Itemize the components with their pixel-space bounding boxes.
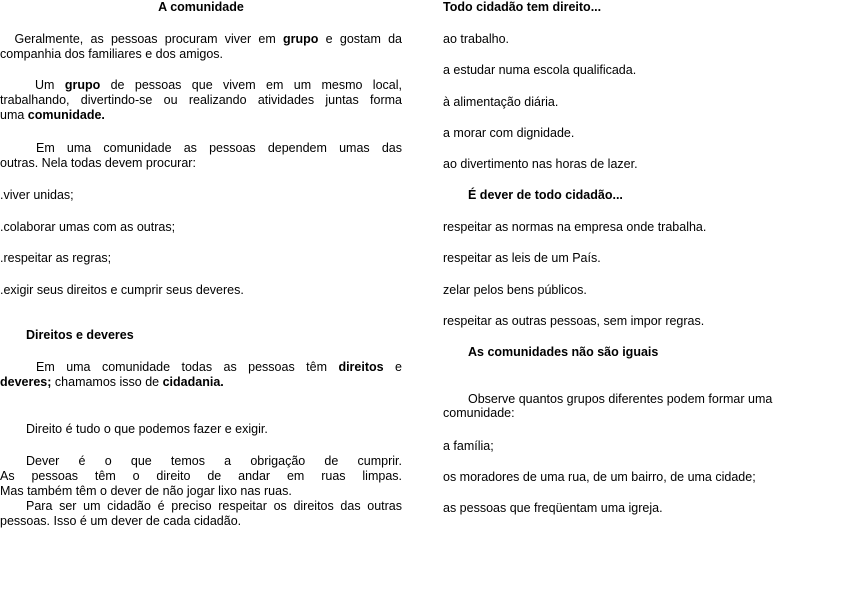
line: Geralmente, as pessoas procuram viver em grupo e gostam da bbox=[0, 32, 403, 46]
paragraph-observe: Observe quantos grupos diferentes podem formar uma bbox=[468, 392, 773, 406]
list-item: .exigir seus direitos e cumprir seus deveres. bbox=[0, 283, 244, 297]
paragraph-direito: Direito é tudo o que podemos fazer e exigir. bbox=[26, 422, 268, 436]
title-a-comunidade: A comunidade bbox=[158, 0, 244, 14]
list-item: .viver unidas; bbox=[0, 188, 74, 202]
duty-item: respeitar as normas na empresa onde trabalha. bbox=[443, 220, 707, 234]
line: Dever é o que temos a obrigação de cumprir. bbox=[26, 454, 402, 468]
paragraph-dever bbox=[0, 454, 402, 529]
duty-item: respeitar as leis de um País. bbox=[443, 251, 601, 265]
title-comunidades: As comunidades não são iguais bbox=[468, 345, 659, 359]
right-item: a estudar numa escola qualificada. bbox=[443, 63, 637, 77]
subtitle-direitos-deveres: Direitos e deveres bbox=[26, 328, 134, 342]
line: Em uma comunidade as pessoas dependem umas das bbox=[36, 141, 402, 155]
group-item: os moradores de uma rua, de um bairro, de uma cidade; bbox=[443, 470, 756, 484]
right-item: à alimentação diária. bbox=[443, 95, 559, 109]
line: trabalhando, divertindo-se ou realizando atividades juntas forma bbox=[0, 93, 402, 107]
line: deveres; chamamos isso de cidadania. bbox=[0, 375, 224, 389]
title-dever: É dever de todo cidadão... bbox=[468, 188, 623, 202]
group-item: a família; bbox=[443, 439, 494, 453]
paragraph-dependem bbox=[0, 141, 402, 171]
line: As pessoas têm o direito de andar em ruas limpas. bbox=[0, 469, 402, 483]
paragraph-cidadania bbox=[0, 360, 402, 390]
line: pessoas. Isso é um dever de cada cidadão. bbox=[0, 514, 242, 528]
list-item: .respeitar as regras; bbox=[0, 251, 112, 265]
title-direito: Todo cidadão tem direito... bbox=[443, 0, 602, 14]
group-item: as pessoas que freqüentam uma igreja. bbox=[443, 501, 663, 515]
right-item: a morar com dignidade. bbox=[443, 126, 575, 140]
line: outras. Nela todas devem procurar: bbox=[0, 156, 196, 170]
duty-item: respeitar as outras pessoas, sem impor regras. bbox=[443, 314, 705, 328]
line: Em uma comunidade todas as pessoas têm direitos e bbox=[36, 360, 402, 374]
line: Um grupo de pessoas que vivem em um mesmo local, bbox=[35, 78, 402, 92]
right-item: ao trabalho. bbox=[443, 32, 510, 46]
line: Mas também têm o dever de não jogar lixo nas ruas. bbox=[0, 484, 292, 498]
line: uma comunidade. bbox=[0, 108, 105, 122]
paragraph-grupo bbox=[0, 78, 402, 123]
line: companhia dos familiares e dos amigos. bbox=[0, 47, 224, 61]
list-item: .colaborar umas com as outras; bbox=[0, 220, 176, 234]
line: Para ser um cidadão é preciso respeitar os direitos das outras bbox=[26, 499, 402, 513]
duty-item: zelar pelos bens públicos. bbox=[443, 283, 587, 297]
paragraph-geralmente bbox=[0, 32, 402, 62]
paragraph-observe-cont: comunidade: bbox=[443, 406, 515, 420]
right-item: ao divertimento nas horas de lazer. bbox=[443, 157, 638, 171]
